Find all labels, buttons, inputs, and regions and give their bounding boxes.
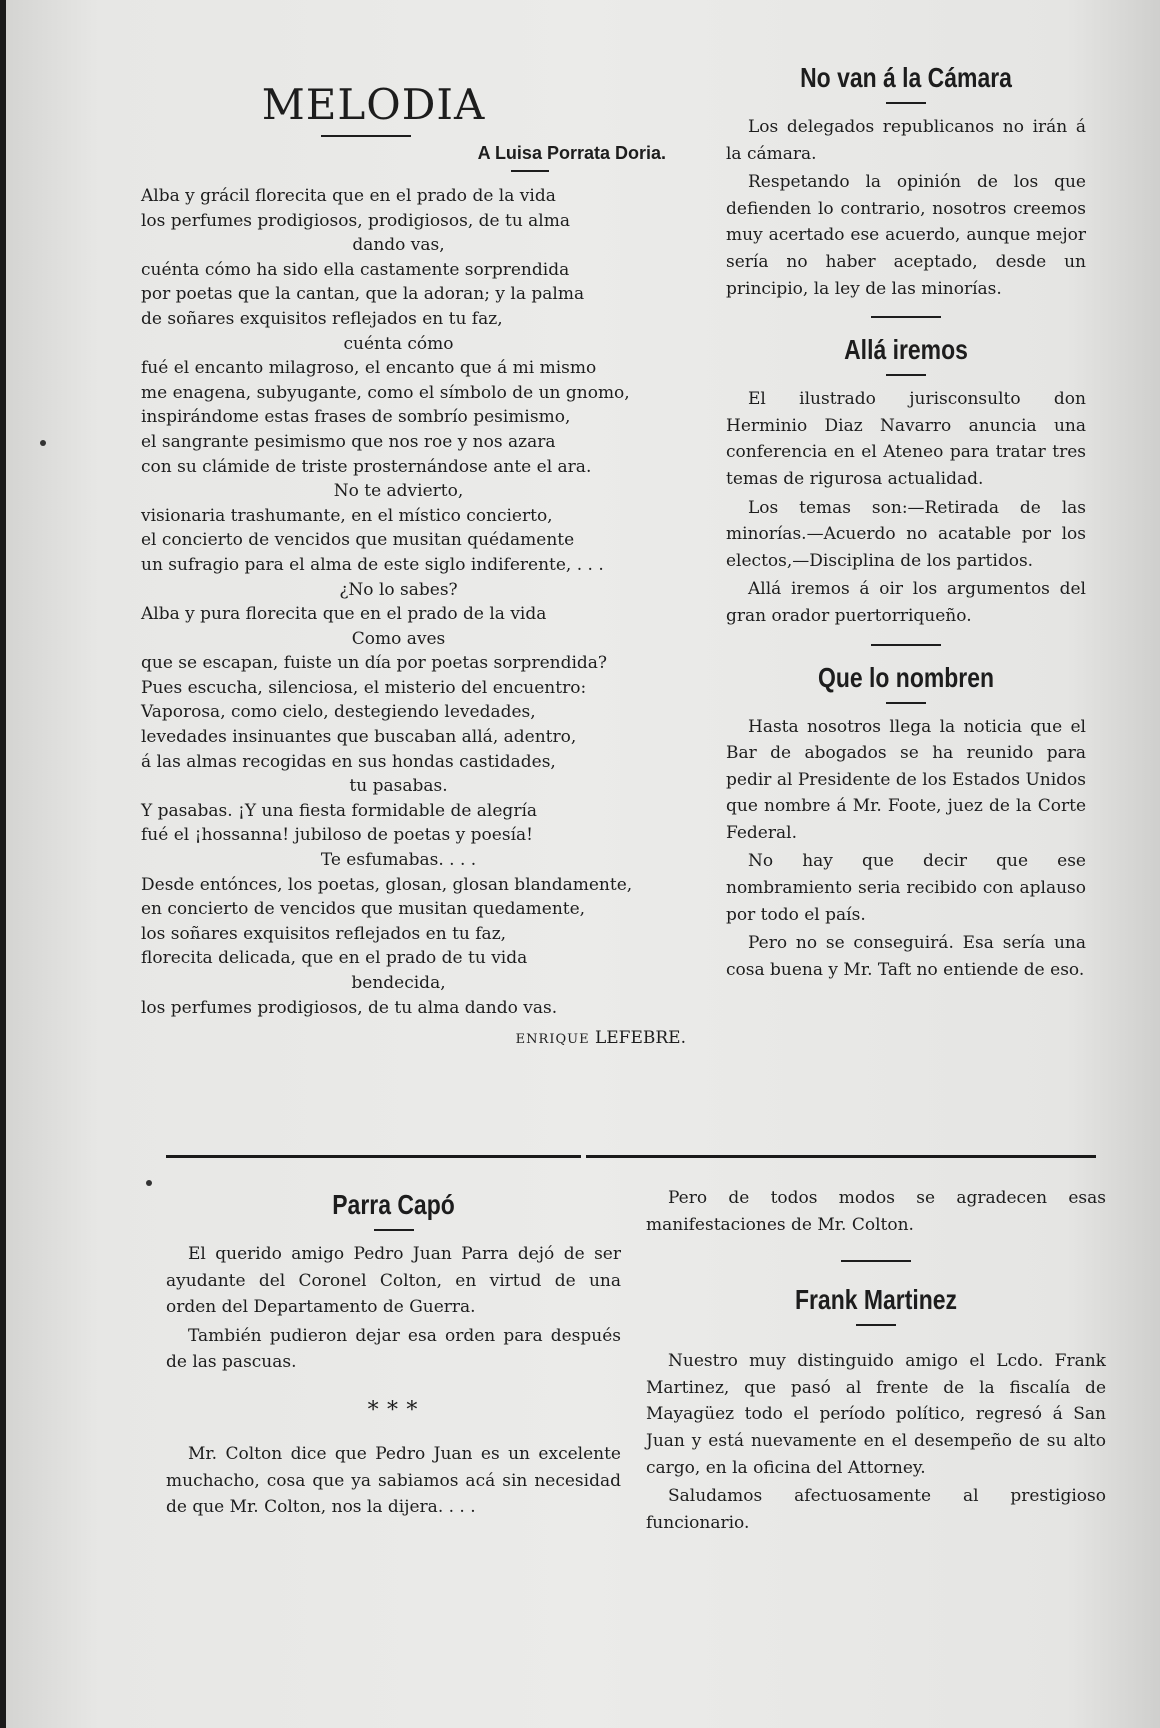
parra-para-2: También pudieron dejar esa orden para después de las pascuas. <box>166 1325 621 1373</box>
poem-line: el sangrante pesimismo que nos roe y nos azara <box>141 431 556 452</box>
heading-rule <box>886 102 926 104</box>
parra-para-1: El querido amigo Pedro Juan Parra dejó de ser ayudante del Coronel Colton, en virtud de una orden del Departamento de Guerra. <box>166 1244 621 1318</box>
poem-line: bendecida, <box>351 973 446 993</box>
melodia-article <box>141 60 696 1048</box>
title-rule <box>321 135 411 137</box>
poem-line: ¿No lo sabes? <box>339 579 458 600</box>
poem-line: cuénta cómo ha sido ella castamente sorprendida <box>141 259 570 280</box>
right-column <box>726 58 1086 985</box>
nombren-para-2: No hay que decir que ese nombramiento seria recibido con aplauso por todo el país. <box>726 851 1086 925</box>
martinez-heading: Frank Martinez <box>794 1284 958 1316</box>
poem-line: con su clámide de triste prosternándose ante el ara. <box>141 456 592 477</box>
poem-line: de soñares exquisitos reflejados en tu faz, <box>141 308 503 329</box>
nombren-para-1: Hasta nosotros llega la noticia que el Bar de abogados se ha reunido para pedir al Presidente de los Estados Unidos que nombre á Mr. Foote, juez de la Corte Federal. <box>726 716 1086 843</box>
parra-heading: Parra Capó <box>332 1189 455 1220</box>
heading-rule <box>374 1229 414 1231</box>
poem-line: visionaria trashumante, en el místico concierto, <box>141 505 553 526</box>
poem-line: fué el ¡hossanna! jubiloso de poetas y poesía! <box>141 825 533 846</box>
colton-para: Pero de todos modos se agradecen esas manifestaciones de Mr. Colton. <box>646 1188 1106 1235</box>
nombren-heading: Que lo nombren <box>817 661 995 693</box>
poem-line: Como aves <box>351 628 446 649</box>
poem-line: Alba y pura florecita que en el prado de la vida <box>141 604 547 625</box>
poem-line: Te esfumabas. . . . <box>320 850 477 871</box>
scan-speck <box>40 440 46 446</box>
asterism: * * * <box>367 1397 420 1423</box>
poem-line: á las almas recogidas en sus hondas castidades, <box>141 751 556 772</box>
camara-para-1: Los delegados republicanos no irán á la cámara. <box>726 117 1086 164</box>
poem-line: los soñares exquisitos reflejados en tu faz, <box>141 923 507 944</box>
signature-last: LEFEBRE. <box>594 1028 686 1049</box>
heading-rule <box>886 374 926 376</box>
poem-line: un sufragio para el alma de este siglo indiferente, . . . <box>141 554 604 575</box>
poem-line: levedades insinuantes que buscaban allá, adentro, <box>141 727 577 748</box>
camara-heading: No van á la Cámara <box>800 62 1012 93</box>
section-separator <box>871 316 941 318</box>
poem-line: Vaporosa, como cielo, destegiendo levedades, <box>141 702 536 723</box>
signature-first: ENRIQUE <box>515 1032 590 1048</box>
colton-martinez-column <box>646 1185 1106 1538</box>
section-separator <box>841 1260 911 1262</box>
poem-line: tu pasabas. <box>349 776 448 797</box>
melodia-title: MELODIA <box>261 80 486 129</box>
poem-line: por poetas que la cantan, que la adoran; y la palma <box>141 284 585 305</box>
melodia-dedication: A Luisa Porrata Doria. <box>477 143 666 163</box>
section-separator <box>871 644 941 646</box>
page-divider-left <box>166 1155 581 1158</box>
parra-para-3: Mr. Colton dice que Pedro Juan es un excelente muchacho, cosa que ya sabiamos acá sin necesidad de que Mr. Colton, nos la dijera. . . . <box>166 1443 621 1518</box>
camara-para-2: Respetando la opinión de los que defienden lo contrario, nosotros creemos muy acertado ese acuerdo, aunque mejor sería no haber aceptado, desde un principio, la ley de las minorías. <box>726 172 1086 299</box>
poem-line: en concierto de vencidos que musitan quedamente, <box>141 899 586 920</box>
iremos-heading: Allá iremos <box>844 334 968 366</box>
poem-lines <box>141 184 696 1020</box>
poem-line: Y pasabas. ¡Y una fiesta formidable de alegría <box>141 800 538 821</box>
poem-line: cuénta cómo <box>343 333 454 354</box>
poem-line: Desde entónces, los poetas, glosan, glosan blandamente, <box>141 874 633 895</box>
nombren-para-3: Pero no se conseguirá. Esa sería una cosa buena y Mr. Taft no entiende de eso. <box>726 933 1086 980</box>
poem-line: dando vas, <box>352 235 445 256</box>
dedication-rule <box>511 170 549 172</box>
poem-line: Alba y grácil florecita que en el prado de la vida <box>141 186 556 206</box>
poem-line: me enagena, subyugante, como el símbolo de un gnomo, <box>141 382 630 403</box>
poem-line: los perfumes prodigiosos, de tu alma dando vas. <box>141 997 558 1018</box>
iremos-para-1: El ilustrado jurisconsulto don Herminio Diaz Navarro anuncia una conferencia en el Ateneo para tratar tres temas de rigurosa actualidad. <box>726 389 1086 489</box>
poem-line: florecita delicada, que en el prado de tu vida <box>141 948 528 969</box>
page-divider-right <box>586 1155 1096 1158</box>
poem-line: fué el encanto milagroso, el encanto que á mi mismo <box>141 358 597 379</box>
poem-signature <box>141 1028 696 1048</box>
poem-line: No te advierto, <box>333 481 464 502</box>
heading-rule <box>886 702 926 704</box>
poem-line: el concierto de vencidos que musitan quédamente <box>141 530 575 551</box>
heading-rule <box>856 1324 896 1326</box>
iremos-para-3: Allá iremos á oir los argumentos del gran orador puertorriqueño. <box>726 579 1086 626</box>
poem-line: inspirándome estas frases de sombrío pesimismo, <box>141 407 571 428</box>
poem-line: que se escapan, fuiste un día por poetas sorprendida? <box>141 653 608 674</box>
poem-line: los perfumes prodigiosos, prodigiosos, de tu alma <box>141 210 570 231</box>
martinez-para-2: Saludamos afectuosamente al prestigioso funcionario. <box>646 1486 1106 1533</box>
iremos-para-2: Los temas son:—Retirada de las minorías.—Acuerdo no acatable por los electos,—Disciplina de los partidos. <box>726 497 1086 571</box>
poem-line: Pues escucha, silenciosa, el misterio del encuentro: <box>141 677 587 698</box>
martinez-para-1: Nuestro muy distinguido amigo el Lcdo. Frank Martinez, que pasó al frente de la fiscalía de Mayagüez todo el período político, regresó á San Juan y está nuevamente en el desempeño de su alto cargo, en la oficina del Attorney. <box>646 1351 1106 1478</box>
scan-speck <box>146 1180 152 1186</box>
parra-article <box>166 1185 621 1523</box>
